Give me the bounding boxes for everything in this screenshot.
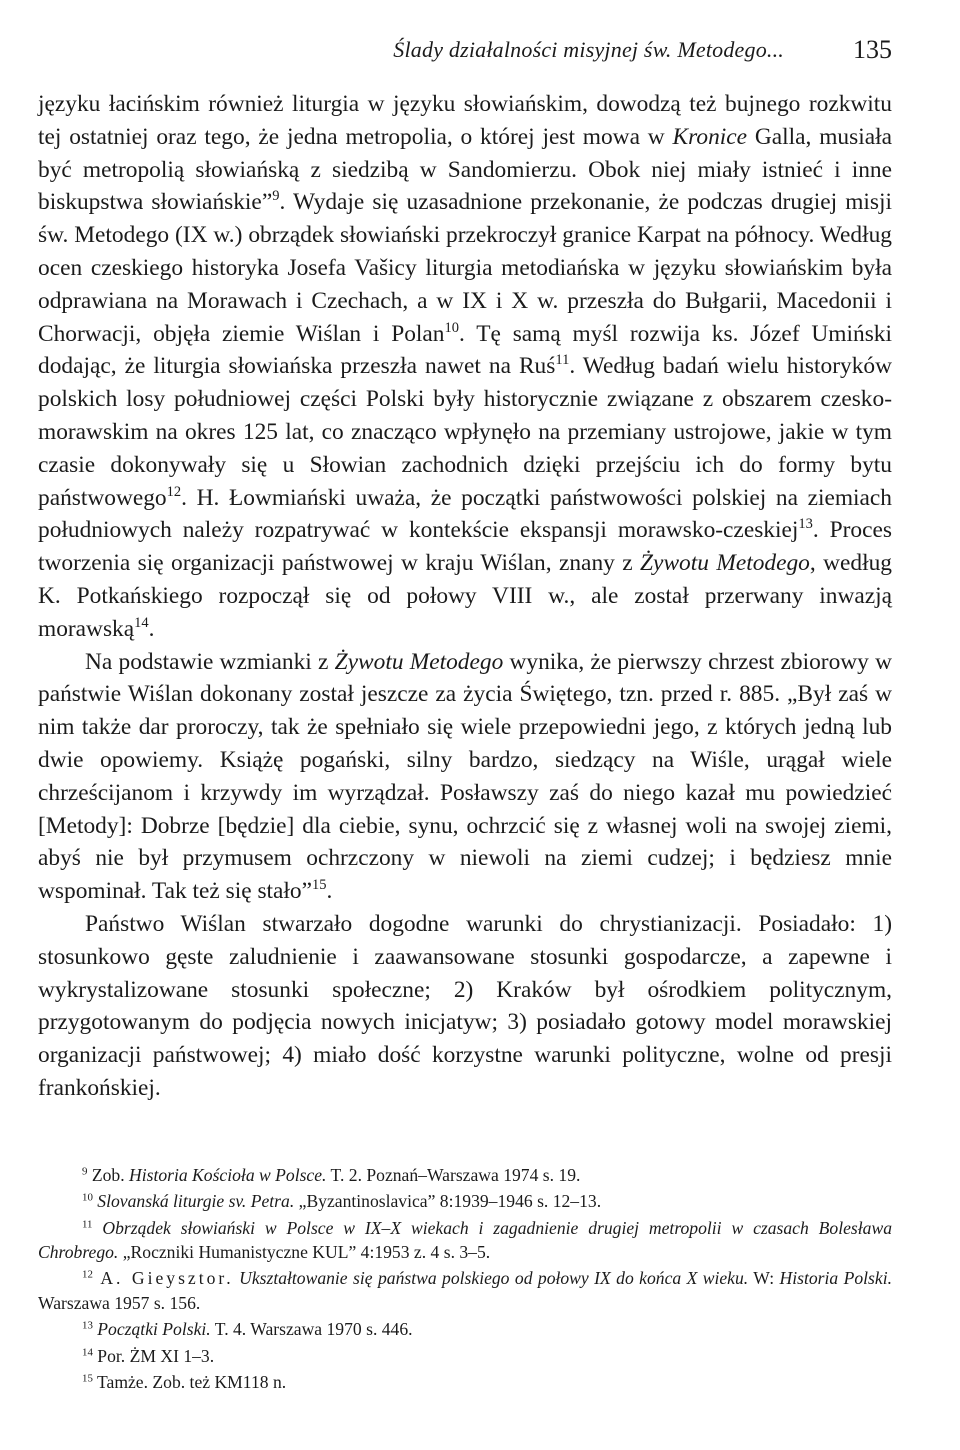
footnote-number: 10 <box>82 1191 93 1204</box>
footnote-13 <box>38 1317 892 1341</box>
footnote-number: 13 <box>82 1319 93 1332</box>
text-run: wynika, że pierwszy chrzest zbiorowy w państwie Wiślan dokonany został jeszcze za życia Świętego, tzn. przed r. 885. „Był zaś w nim także dar proroczy, tak że spełniało się wiele przepowiedni jego, z których jedną lub dwie opowiemy. Książę pogański, silny bardzo, siedzący na Wiśle, urągał wiele chrześcijanom i krzywdy im wyrządzał. Posławszy zaś do niego kazał mu powiedzieć [Metody]: Dobrze [będzie] dla ciebie, synu, ochrzcić się z własnej woli na swojej ziemi, abyś nie był przymusem ochrzczony w niewoli na ziemi cudzej; i będziesz mnie wspominał. Tak też się stało” <box>38 648 892 905</box>
text-run: . Według badań wielu historyków polskich losy południowej części Polski były historycznie związane z obszarem czesko-morawskim na okres 125 lat, co znacząco wpłynęło na przemiany ustrojowe, jakie w tym czasie dokonywały się u Słowian zachodnich dzięki przejściu ich do formy bytu państwowego <box>38 353 892 511</box>
text-run: języku łacińskim również liturgia w języku słowiańskim, dowodzą też bujnego rozkwitu tej ostatniej oraz tego, że jedna metropolia, o której jest mowa w <box>38 91 892 150</box>
text-run: Na podstawie wzmianki z <box>85 648 335 675</box>
footnote-text: T. 4. Warszawa 1970 s. 446. <box>210 1319 413 1340</box>
running-title: Ślady działalności misyjnej św. Metodego... <box>393 37 784 62</box>
text-run: . Tę samą myśl rozwija ks. Józef Umiński dodając, że liturgia słowiańska przeszła nawet na Ruś <box>38 320 892 380</box>
footnote-text: „Byzantinoslavica” 8:1939–1946 s. 12–13. <box>294 1191 602 1212</box>
footnote-title: Historia Polski. <box>779 1268 892 1289</box>
footnote-text: Warszawa 1957 s. 156. <box>38 1292 201 1313</box>
footnote-11 <box>38 1216 892 1265</box>
paragraph-2 <box>38 646 892 908</box>
italic-title: Żywotu Metodego <box>640 550 810 577</box>
text-run: . <box>326 878 333 905</box>
footnote-ref-12[interactable]: 12 <box>166 483 182 500</box>
footnote-ref-14[interactable]: 14 <box>134 614 149 631</box>
footnote-ref-15[interactable]: 15 <box>312 877 327 894</box>
footnote-text: Por. ŻM XI 1–3. <box>92 1345 215 1366</box>
footnote-text: Tamże. Zob. też KM118 n. <box>92 1371 287 1392</box>
footnote-text: W: <box>748 1268 780 1289</box>
footnotes <box>38 1163 892 1395</box>
footnote-text: T. 2. Poznań–Warszawa 1974 s. 19. <box>326 1164 581 1185</box>
footnote-title: Slovanská liturgie sv. Petra. <box>92 1191 295 1212</box>
footnote-title: Obrządek słowiański w Polsce w IX–X wiekach i zagadnienie drugiej metropolii w czasach Bolesława Chrobrego. <box>38 1217 892 1262</box>
footnote-ref-11[interactable]: 11 <box>555 352 570 369</box>
footnote-number: 11 <box>82 1217 93 1230</box>
text-run: . Proces tworzenia się organizacji państwowej w kraju Wiślan, znany z <box>38 517 892 577</box>
footnote-ref-13[interactable]: 13 <box>798 516 813 533</box>
document-page <box>38 30 892 1396</box>
footnote-15 <box>38 1370 892 1394</box>
text-run: , według K. Potkańskiego rozpoczął się od połowy VIII w., ale został przerwany inwazją morawską <box>38 550 892 642</box>
footnote-title: Początki Polski. <box>92 1319 211 1340</box>
italic-title: Żywotu Metodego <box>334 648 504 675</box>
italic-title: Kronice <box>672 123 748 150</box>
footnote-10 <box>38 1189 892 1213</box>
page-number: 135 <box>853 35 892 64</box>
text-run: . <box>148 615 155 642</box>
footnote-number: 14 <box>82 1345 93 1358</box>
text-run: . Wydaje się uzasadnione przekonanie, że podczas drugiej misji św. Metodego (IX w.) obrządek słowiański przekroczył granice Karpat na północy. Według ocen czeskiego historyka Josefa Vašicy liturgia metodiańska w języku słowiańskim była odprawiana na Morawach i Czechach, a w IX i X w. przeszła do Bułgarii, Macedonii i Chorwacji, objęła ziemie Wiślan i Polan <box>38 189 892 347</box>
paragraph-1 <box>38 88 892 646</box>
body-text <box>38 88 892 1105</box>
footnote-author: A. Gieysztor. <box>92 1268 234 1289</box>
footnote-12 <box>38 1266 892 1315</box>
paragraph-3: Państwo Wiślan stwarzało dogodne warunki do chrystianizacji. Posiadało: 1) stosunkowo gęste zaludnienie i zaawansowane stosunki gospodarcze, a zapewne i wykrystalizowane stosunki społeczne; 2) Kraków był ośrodkiem politycznym, przygotowanym do podjęcia nowych inicjatyw; 3) posiadało gotowy model morawskiej organizacji państwowej; 4) miało dość korzystne warunki polityczne, wolne od presji frankońskiej. <box>38 910 892 1101</box>
text-run: Galla, musiała być metropolią słowiańską z siedzibą w Sandomierzu. Obok niej miały istnieć i inne biskupstwa słowiańskie” <box>38 123 892 216</box>
text-run: . H. Łowmiański uważa, że początki państwowości polskiej na ziemiach południowych należy rozpatrywać w kontekście ekspansji morawsko-czeskiej <box>38 484 892 544</box>
footnote-ref-9[interactable]: 9 <box>272 188 280 205</box>
footnote-number: 12 <box>82 1268 93 1281</box>
footnote-text: Zob. <box>87 1164 129 1185</box>
footnote-9 <box>38 1163 892 1187</box>
running-header <box>38 30 892 70</box>
footnote-title: Ukształtowanie się państwa polskiego od połowy IX do końca X wieku. <box>233 1268 749 1289</box>
footnote-text: „Roczniki Humanistyczne KUL” 4:1953 z. 4 s. 3–5. <box>118 1241 491 1262</box>
footnote-number: 9 <box>82 1164 88 1177</box>
footnote-ref-10[interactable]: 10 <box>444 319 459 336</box>
footnote-title: Historia Kościoła w Polsce. <box>129 1164 327 1185</box>
footnote-14 <box>38 1344 892 1368</box>
footnote-number: 15 <box>82 1372 93 1385</box>
